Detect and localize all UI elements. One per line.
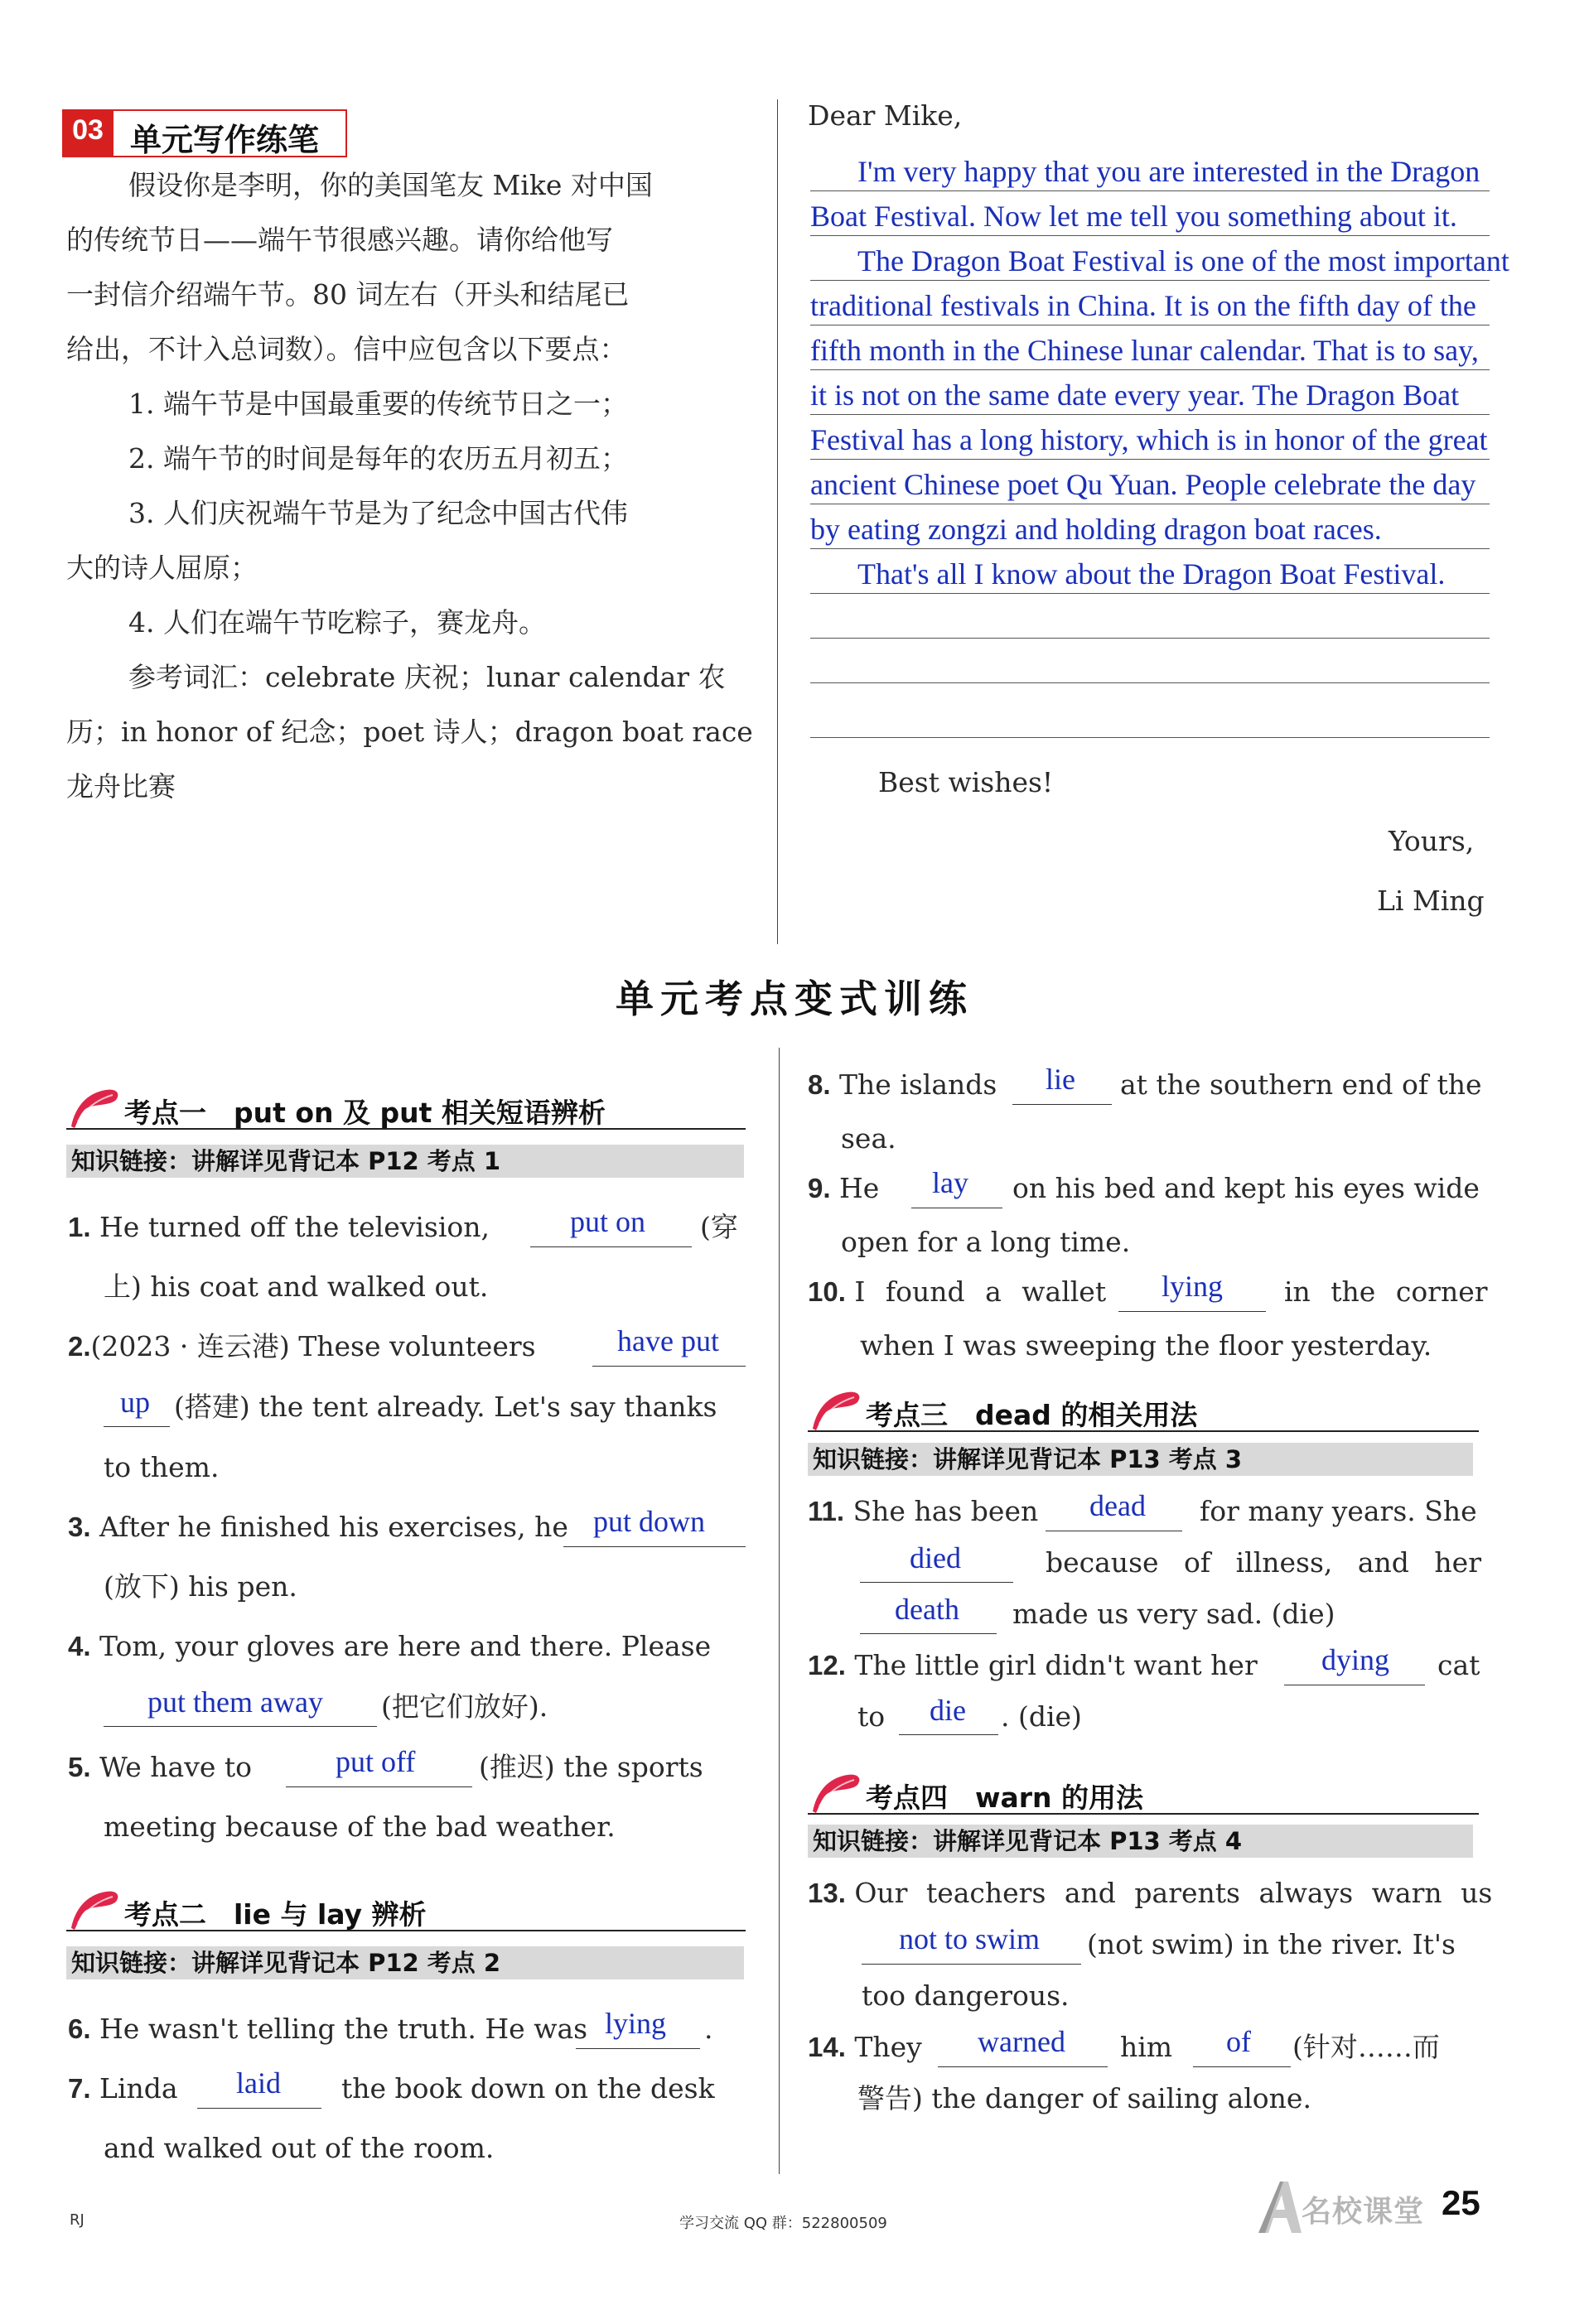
letter-signature: Li Ming <box>1377 885 1485 917</box>
footer-qq: 学习交流 QQ 群：522800509 <box>679 2215 887 2232</box>
prompt-line: 的传统节日——端午节很感兴趣。请你给他写 <box>66 224 613 256</box>
question-14: 14. They <box>808 2031 922 2063</box>
question-4: 4. Tom, your gloves are here and there. Please <box>68 1630 712 1662</box>
answer: up <box>120 1386 150 1419</box>
knowledge-link: 知识链接：讲解详见背记本 P12 考点 1 <box>66 1145 744 1178</box>
prompt-line: 1. 端午节是中国最重要的传统节日之一； <box>128 388 628 420</box>
letter-line: ancient Chinese poet Qu Yuan. People celebrate the day <box>810 468 1476 501</box>
brush-icon <box>808 1770 866 1816</box>
answer: lying <box>605 2007 667 2040</box>
letter-line: Boat Festival. Now let me tell you something about it. <box>810 200 1457 233</box>
letter-line: I'm very happy that you are interested in the Dragon <box>857 155 1480 188</box>
answer: lying <box>1162 1270 1224 1303</box>
prompt-line: 4. 人们在端午节吃粽子，赛龙舟。 <box>128 606 546 639</box>
footer-left: RJ <box>70 2211 85 2229</box>
kaodian-header <box>808 1770 1479 1815</box>
answer: died <box>910 1541 961 1574</box>
prompt-line: 给出，不计入总词数）。信中应包含以下要点： <box>66 333 627 365</box>
answer: die <box>930 1694 966 1727</box>
logo-a-icon <box>1255 2178 1305 2236</box>
answer: lie <box>1046 1063 1075 1096</box>
question-3: 3. After he finished his exercises, he <box>68 1511 568 1543</box>
letter-line: Festival has a long history, which is in honor of the great <box>810 423 1488 456</box>
brand-name: 名校课堂 <box>1302 2195 1425 2229</box>
brand-logo <box>1255 2178 1429 2236</box>
prompt-line: 一封信介绍端午节。80 词左右（开头和结尾已 <box>66 278 630 311</box>
writing-badge-num: 03 <box>72 114 104 146</box>
question-5: 5. We have to <box>68 1751 252 1783</box>
knowledge-link: 知识链接：讲解详见背记本 P12 考点 2 <box>66 1946 744 1979</box>
letter-greeting: Dear Mike, <box>808 99 963 132</box>
letter-line: it is not on the same date every year. The Dragon Boat <box>810 378 1460 412</box>
section-title: 单元考点变式训练 <box>616 976 973 1021</box>
answer: of <box>1226 2025 1251 2058</box>
answer: put them away <box>147 1685 323 1719</box>
kaodian-title: 考点三 dead 的相关用法 <box>866 1399 1198 1431</box>
question-8: 8. The islands <box>808 1068 997 1101</box>
prompt-line: 2. 端午节的时间是每年的农历五月初五； <box>128 442 628 475</box>
answer: have put <box>617 1324 719 1357</box>
question-13: 13. Our teachers and parents always warn us <box>808 1877 1493 1909</box>
page-number: 25 <box>1442 2183 1480 2222</box>
prompt-line: 龙舟比赛 <box>66 770 176 803</box>
question-7: 7. Linda <box>68 2072 178 2105</box>
answer: not to swim <box>899 1922 1041 1955</box>
answer: dying <box>1321 1643 1390 1676</box>
kaodian-header <box>66 1887 746 1931</box>
knowledge-link: 知识链接：讲解详见背记本 P13 考点 4 <box>808 1825 1473 1858</box>
letter-line: fifth month in the Chinese lunar calendar. That is to say, <box>810 334 1479 367</box>
answer: warned <box>978 2025 1065 2058</box>
knowledge-link: 知识链接：讲解详见背记本 P13 考点 3 <box>808 1443 1473 1476</box>
letter-line: That's all I know about the Dragon Boat Festival. <box>857 557 1446 591</box>
kaodian-title: 考点一 put on 及 put 相关短语辨析 <box>124 1097 606 1129</box>
letter-line: The Dragon Boat Festival is one of the most important <box>857 244 1509 277</box>
column-divider <box>779 1048 780 2174</box>
brush-icon <box>808 1387 866 1434</box>
letter-yours: Yours, <box>1389 825 1475 857</box>
letter-line: traditional festivals in China. It is on the fifth day of the <box>810 289 1476 322</box>
prompt-line: 大的诗人屈原； <box>66 552 258 584</box>
answer: put off <box>336 1745 416 1778</box>
question-2: 2.(2023 · 连云港) These volunteers <box>68 1330 536 1362</box>
writing-badge-title: 单元写作练笔 <box>130 122 320 158</box>
answer: laid <box>236 2066 281 2100</box>
question-11: 11. She has been <box>808 1495 1039 1527</box>
prompt-line: 3. 人们庆祝端午节是为了纪念中国古代伟 <box>128 497 628 529</box>
kaodian-title: 考点四 warn 的用法 <box>866 1782 1144 1814</box>
question-1: 1. He turned off the television, <box>68 1211 490 1243</box>
brush-icon <box>66 1085 124 1131</box>
answer: lay <box>932 1166 968 1199</box>
prompt-line: 历；in honor of 纪念；poet 诗人；dragon boat race <box>66 716 753 748</box>
kaodian-header <box>66 1085 746 1130</box>
prompt-line: 参考词汇：celebrate 庆祝；lunar calendar 农 <box>128 661 726 693</box>
question-9: 9. He <box>808 1172 880 1204</box>
kaodian-header <box>808 1387 1479 1432</box>
writing-badge <box>62 109 377 157</box>
answer: death <box>895 1593 959 1626</box>
answer: put down <box>593 1505 705 1538</box>
column-divider <box>777 99 778 944</box>
question-10: 10. I found a wallet <box>808 1275 1107 1308</box>
answer: dead <box>1089 1489 1146 1522</box>
answer: put on <box>570 1205 646 1238</box>
question-12: 12. The little girl didn't want her <box>808 1649 1258 1681</box>
question-6: 6. He wasn't telling the truth. He was <box>68 2013 588 2045</box>
letter-closing: Best wishes! <box>878 766 1054 798</box>
prompt-line: 假设你是李明，你的美国笔友 Mike 对中国 <box>128 169 653 201</box>
letter-line: by eating zongzi and holding dragon boat races. <box>810 513 1382 546</box>
brush-icon <box>66 1887 124 1933</box>
kaodian-title: 考点二 lie 与 lay 辨析 <box>124 1898 427 1931</box>
